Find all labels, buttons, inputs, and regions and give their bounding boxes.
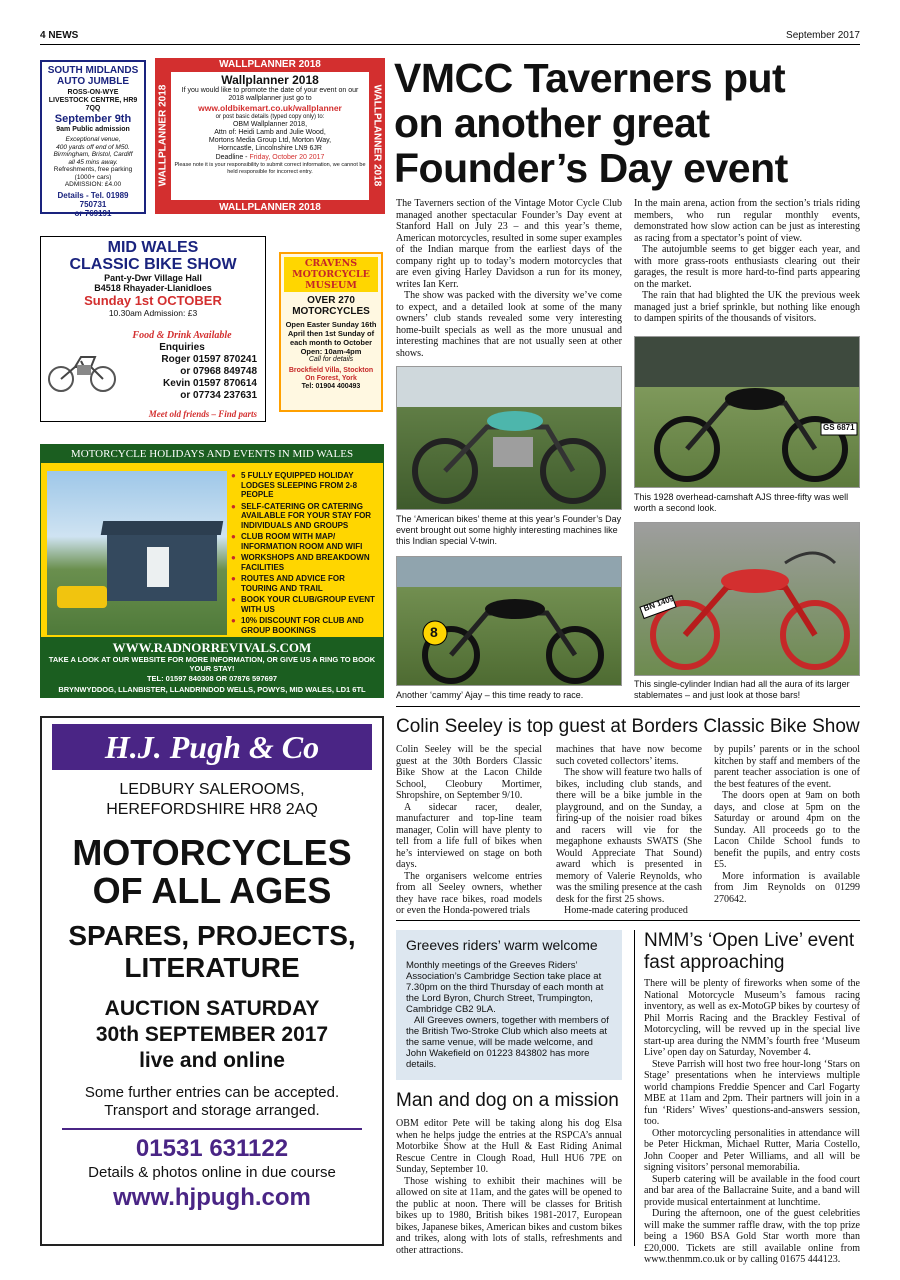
seeley-paragraph: Colin Seeley will be the special guest at the 30th Borders Classic Bike Show at the Lacon Childe School, Cleobury Mortimer, Shropshire, on September 9/10. bbox=[396, 744, 542, 801]
seeley-col1 bbox=[396, 744, 542, 917]
main-headline bbox=[394, 56, 864, 191]
sm-admission: ADMISSION: £4.00 bbox=[64, 181, 122, 188]
nmm-headline-line1: NMM’s ‘Open Live’ event bbox=[644, 930, 855, 951]
main-paragraph: The rain that had blighted the UK the previous week managed just a brief sprinkle, but nothing like enough to dampen spirits of the thousands of visitors. bbox=[634, 290, 860, 324]
main-col2 bbox=[634, 198, 860, 325]
holiday-lodge-photo bbox=[47, 471, 227, 635]
pugh-head2: OF ALL AGES bbox=[92, 870, 332, 911]
seeley-col3 bbox=[714, 744, 860, 905]
race-number: 8 bbox=[430, 624, 438, 640]
mid-wales-ad bbox=[40, 236, 266, 422]
wp-post: or post basic details (typed copy only) to: bbox=[215, 114, 325, 120]
sm-note: all 45 mins away. bbox=[68, 158, 118, 166]
radnor-addr: BRYNWYDDOG, LLANBISTER, LLANDRINDOD WELLS, POWYS, MID WALES, LD1 6TL bbox=[58, 685, 366, 694]
sm-details: Details - Tel. 01989 750731 bbox=[57, 190, 129, 209]
seeley-paragraph: Home-made catering produced bbox=[564, 905, 688, 916]
nmm-headline bbox=[644, 930, 860, 974]
seeley-paragraph: A sidecar racer, dealer, manufacturer and top-line team manager, Colin will have plenty to tell from a life full of bikes when he’s interviewed on stage on both days. bbox=[396, 801, 542, 870]
radnor-cta: TAKE A LOOK AT OUR WEBSITE FOR MORE INFORMATION, OR GIVE US A RING TO BOOK YOUR STAY! bbox=[48, 655, 376, 673]
man-dog-body bbox=[396, 1118, 622, 1256]
cravens-hours: Open: 10am-4pm bbox=[300, 347, 362, 356]
sm-notes-b bbox=[44, 166, 142, 189]
seeley-paragraph: The doors open at 9am on both days, and close at 5pm on the Saturday or around 4pm on the Sunday. All proceeds go to the Lacon Childe School funds to benefit the pupils, and entry costs £5. bbox=[714, 790, 860, 870]
wp-banner-top: WALLPLANNER 2018 bbox=[219, 59, 321, 70]
wp-url[interactable]: www.oldbikemart.co.uk/wallplanner bbox=[198, 103, 342, 113]
seeley-paragraph: by pupils’ parents or in the school kitchen by staff and members of the parent teacher association is one of the best features of the event. bbox=[714, 744, 860, 790]
page-label: 4 NEWS bbox=[40, 30, 79, 41]
headline-line1: VMCC Taverners put bbox=[394, 55, 786, 101]
ajay-photo bbox=[396, 556, 622, 686]
seeley-col2 bbox=[556, 744, 702, 917]
wp-addr3: Mortons Media Group Ltd, Morton Way, bbox=[208, 137, 332, 144]
radnor-bullet: ● WORKSHOPS AND BREAKDOWN FACILITIES bbox=[231, 553, 379, 572]
greeves-paragraph: Monthly meetings of the Greeves Riders’ Association’s Cambridge Section take place at 7.30pm on the third Thursday of each month at the Lord Byron, Church Street, Trumpington, Cambridge CB2 9LA. bbox=[406, 960, 604, 1015]
caption-indian-single: This single-cylinder Indian had all the aura of its larger stablemates – and just look at those bars! bbox=[634, 679, 850, 700]
radnor-ad bbox=[40, 444, 384, 698]
wp-intro: If you would like to promote the date of your event on our 2018 wallplanner just go to bbox=[181, 87, 359, 102]
pugh-ad bbox=[40, 716, 384, 1246]
headline-line2: on another great bbox=[394, 100, 710, 146]
pugh-venue2: HEREFORDSHIRE HR8 2AQ bbox=[106, 801, 318, 818]
nmm-headline-line2: fast approaching bbox=[644, 952, 785, 973]
mw-enquiries bbox=[107, 330, 257, 402]
radnor-banner: MOTORCYCLE HOLIDAYS AND EVENTS IN MID WALES bbox=[41, 445, 383, 463]
radnor-bullet: ● SELF-CATERING OR CATERING AVAILABLE FOR YOUR STAY FOR INDIVIDUALS AND GROUPS bbox=[231, 502, 379, 531]
sm-venue: ROSS-ON-WYE bbox=[67, 89, 119, 96]
indian-vtwin-photo bbox=[396, 366, 622, 510]
wp-addr1: OBM Wallplanner 2018, bbox=[232, 121, 308, 128]
main-paragraph: The Taverners section of the Vintage Motor Cycle Club managed another spectacular Founder’s Day event at Stanford Hall on July 23 – and this year’s theme, American motorcycles, resulted in some super examples of the Indian marque from the earliest days of the company right up to today’s modern motorcycles that are even giving Harley Davidson a run for its money, writes Ian Kerr. bbox=[396, 198, 622, 290]
seeley-rule bbox=[396, 706, 860, 707]
sm-notes bbox=[44, 136, 142, 166]
wp-banner-right: WALLPLANNER 2018 bbox=[371, 84, 383, 187]
ajay-race-motorcycle-icon bbox=[397, 557, 622, 686]
wp-disclaimer: Please note it is your responsibility to submit correct information, we cannot be held responsible for incorrect entry. bbox=[174, 162, 366, 175]
ajs-motorcycle-icon bbox=[635, 337, 860, 488]
nmm-body bbox=[644, 978, 860, 1266]
greeves-body bbox=[406, 960, 612, 1070]
seeley-headline: Colin Seeley is top guest at Borders Classic Bike Show bbox=[396, 716, 860, 737]
pugh-head3: SPARES, PROJECTS, bbox=[68, 920, 356, 951]
radnor-url[interactable]: WWW.RADNORREVIVALS.COM bbox=[112, 640, 312, 655]
radnor-footer bbox=[41, 637, 383, 697]
pugh-further1: Some further entries can be accepted. bbox=[84, 1084, 340, 1101]
pugh-further2: Transport and storage arranged. bbox=[104, 1102, 320, 1119]
wp-addr4: Horncastle, Lincolnshire LN9 6JR bbox=[218, 145, 322, 152]
parked-bikes bbox=[57, 586, 107, 608]
cravens-tel: Tel: 01904 400493 bbox=[301, 383, 361, 390]
caption-ajay: Another ‘cammy’ Ajay – this time ready to race. bbox=[396, 690, 584, 700]
issue-date: September 2017 bbox=[786, 30, 860, 41]
cravens-open: Open Easter Sunday 16th April then 1st Sunday of each month to October bbox=[285, 320, 377, 347]
radnor-bullet: ● CLUB ROOM WITH MAP/ INFORMATION ROOM AND WIFI bbox=[231, 532, 379, 551]
wp-inner bbox=[171, 72, 369, 200]
mw-roger: Roger 01597 870241 bbox=[161, 354, 257, 365]
main-paragraph: The show was packed with the diversity we’ve come to expect, and a detailed look at some of the many owners’ club stands revealed some very interesting home-built specials as well as the more unusual and interesting machines that are not usually seen at other shows. bbox=[396, 290, 622, 359]
sm-note: (1000+ cars) bbox=[74, 173, 112, 181]
sm-note: Refreshments, free parking bbox=[53, 166, 133, 173]
nmm-paragraph: During the afternoon, one of the guest celebrities will make the summer raffle draw, with the top prize being a 1960 BSA Gold Star worth more than £20,000. Tickets are still available online from www.thenmm.co.uk or by calling 01675 444123. bbox=[644, 1208, 860, 1265]
main-col1 bbox=[396, 198, 622, 359]
cravens-over: OVER 270 MOTORCYCLES bbox=[292, 295, 370, 317]
greeves-box bbox=[396, 930, 622, 1080]
mw-enq: Enquiries bbox=[159, 342, 205, 353]
cravens-addr: Brockfield Villa, Stockton On Forest, York bbox=[288, 367, 374, 382]
mw-venue2: B4518 Rhayader-Llanidloes bbox=[94, 283, 212, 293]
nmm-paragraph: Steve Parrish will host two free hour-long ‘Stars on Stage’ presentations when he interviews multiple world champions Freddie Spencer and Carl Fogarty MBE at 11am and 2pm. Their partners will join in a fun ‘Riders’ Wives’ questions-and-answers session, too. bbox=[644, 1058, 860, 1127]
nmm-paragraph: Other motorcycling personalities in attendance will be Peter Hickman, Michael Rutter, Maria Costello, John Cooper and Peter Williams, and all will be signing visitors’ personal memorabilia. bbox=[644, 1127, 860, 1173]
man-dog-headline: Man and dog on a mission bbox=[396, 1090, 619, 1111]
lodge-door bbox=[147, 547, 169, 587]
wp-banner-left: WALLPLANNER 2018 bbox=[157, 84, 169, 187]
pugh-url[interactable]: www.hjpugh.com bbox=[113, 1184, 311, 1211]
indian-vtwin-motorcycle-icon bbox=[397, 367, 622, 510]
radnor-bullets bbox=[231, 471, 379, 637]
pugh-auction2: 30th SEPTEMBER 2017 bbox=[95, 1023, 329, 1046]
pugh-phone[interactable]: 01531 631122 bbox=[135, 1135, 289, 1162]
cravens-title: CRAVENS MOTORCYCLE MUSEUM bbox=[284, 257, 378, 292]
radnor-bullet: ● BOOK YOUR CLUB/GROUP EVENT WITH US bbox=[231, 595, 379, 614]
pugh-venue1: LEDBURY SALEROOMS, bbox=[119, 781, 305, 798]
wp-deadline-row bbox=[174, 153, 366, 162]
pugh-auction1: AUCTION SATURDAY bbox=[104, 997, 320, 1020]
radnor-tel: TEL: 01597 840308 OR 07876 597697 bbox=[146, 674, 278, 683]
radnor-bullet: ● 5 FULLY EQUIPPED HOLIDAY LODGES SLEEPING FROM 2-8 PEOPLE bbox=[231, 471, 379, 500]
headline-line3: Founder’s Day event bbox=[394, 145, 788, 191]
pugh-head1: MOTORCYCLES bbox=[72, 832, 352, 873]
sm-venue2: LIVESTOCK CENTRE, HR9 7QQ bbox=[48, 97, 138, 112]
mw-kevin2: or 07734 237631 bbox=[180, 390, 257, 401]
lodge-roof bbox=[101, 521, 223, 535]
pugh-auction3: live and online bbox=[139, 1049, 285, 1072]
wp-banner-bottom: WALLPLANNER 2018 bbox=[219, 202, 321, 213]
wp-deadline: Friday, October 20 2017 bbox=[249, 154, 325, 161]
pugh-divider bbox=[62, 1128, 362, 1130]
indian-single-photo bbox=[634, 522, 860, 676]
man-dog-paragraph: Those wishing to exhibit their machines will be allowed on site at 11am, and the gates will be opened to the public at noon. There will be classes for British bikes up to 1980, British bikes 1981-2017, European bikes, Japanese bikes, American bikes and custom bikes and trikes, along with lots of stalls, refreshments and other attractions. bbox=[396, 1175, 622, 1256]
mw-food: Food & Drink Available bbox=[132, 330, 232, 341]
cravens-ad bbox=[279, 252, 383, 412]
nmm-paragraph: There will be plenty of fireworks when some of the National Motorcycle Museum’s famous racing inventory, as well as ex-MotoGP bikes by courtesy of Phil Morris Racing and the Brackley Festival of Motorcycling, will be revved up in the special live start-up area during the NMM’s fourth free ‘Museum Live’ open day on Saturday, November 4. bbox=[644, 978, 860, 1058]
mw-kevin: Kevin 01597 870614 bbox=[163, 378, 257, 389]
mw-venue: Pant-y-Dwr Village Hall bbox=[104, 273, 202, 283]
ajs-plate: GS 6871 bbox=[823, 423, 855, 432]
seeley-bottom-rule bbox=[396, 920, 860, 921]
sm-title2: AUTO JUMBLE bbox=[56, 76, 130, 87]
caption-ajs: This 1928 overhead-camshaft AJS three-fifty was well worth a second look. bbox=[634, 492, 849, 513]
sm-note: 400 yards off end of M50. bbox=[56, 143, 130, 151]
mw-title1: MID WALES bbox=[107, 239, 199, 256]
mw-title2: CLASSIC BIKE SHOW bbox=[69, 256, 237, 273]
nmm-paragraph: Superb catering will be available in the food court and bar area of the Ballacraine Suite, and a band will provide musical entertainment at lunchtime. bbox=[644, 1173, 860, 1208]
caption-indian-vtwin: The ‘American bikes’ theme at this year’s Founder’s Day event brought out some highly interesting machines like this Indian special V-twin. bbox=[396, 514, 622, 546]
radnor-bullet: ● ROUTES AND ADVICE FOR TOURING AND TRAIL bbox=[231, 574, 379, 593]
greeves-paragraph: All Greeves owners, together with members of the British Two-Stroke Club which also meets at the same venue, will be made welcome, and John Wakefield on 01223 843802 has more details. bbox=[406, 1015, 609, 1070]
pugh-brand: H.J. Pugh & Co bbox=[52, 724, 372, 770]
sm-time: 9am Public admission bbox=[56, 126, 130, 133]
sm-details2: or 769191 bbox=[74, 208, 112, 218]
cravens-call: Call for details bbox=[308, 356, 354, 363]
wp-deadline-label: Deadline - bbox=[215, 154, 250, 161]
sm-date: September 9th bbox=[54, 113, 132, 125]
seeley-paragraph: More information is available from Jim Reynolds on 01299 270642. bbox=[714, 870, 860, 905]
seeley-paragraph: The show will feature two halls of bikes, including club stands, and there will be a bike jumble in the playground, and on the Sunday, a firing-up of the noisier road bikes and racers will vie for the megaphone exhausts SWATS (She Would Appreciate That Sound) award which is presented in memory of Valerie Reynolds, who was the smiling presence at the cash desk for the first 25 shows. bbox=[556, 767, 702, 905]
mw-roger2: or 07968 849748 bbox=[180, 366, 257, 377]
header-rule bbox=[40, 44, 860, 45]
radnor-bullet: ● 10% DISCOUNT FOR CLUB AND GROUP BOOKINGS bbox=[231, 616, 379, 635]
pugh-details: Details & photos online in due course bbox=[88, 1164, 336, 1181]
mw-tag: Meet old friends – Find parts bbox=[148, 409, 257, 419]
main-paragraph: In the main arena, action from the section’s trials riding members, who run regular monthly events, demonstrated how slow action can be just as interesting as racing from a spectator’s point of view. bbox=[634, 198, 860, 244]
wp-addr2: Attn of: Heidi Lamb and Julie Wood, bbox=[214, 129, 326, 136]
pugh-head4: LITERATURE bbox=[124, 952, 300, 983]
south-midlands-ad bbox=[40, 60, 146, 218]
sm-note: Birmingham, Bristol, Cardiff bbox=[53, 151, 133, 158]
seeley-paragraph: machines that have now become such coveted collectors’ items. bbox=[556, 744, 702, 767]
wallplanner-ad bbox=[155, 58, 385, 214]
sm-title1: SOUTH MIDLANDS bbox=[47, 65, 139, 76]
man-dog-paragraph: OBM editor Pete will be taking along his dog Elsa when he helps judge the entries at the RSPCA’s annual Motorbike Show at the Hull & East Riding Animal Rescue Centre in Clough Road, Hull HU6 7PE on Sunday, September 10. bbox=[396, 1118, 622, 1175]
wp-title: Wallplanner 2018 bbox=[221, 73, 319, 87]
greeves-headline: Greeves riders’ warm welcome bbox=[406, 937, 598, 953]
mw-date: Sunday 1st OCTOBER bbox=[84, 293, 222, 308]
mw-admission: 10.30am Admission: £3 bbox=[108, 308, 198, 318]
nmm-divider bbox=[634, 930, 635, 1246]
main-paragraph: The autojumble seems to get bigger each year, and with more grass-roots enthusiasts clearing out their garages, the result is more hard-to-find parts appearing on the market. bbox=[634, 244, 860, 290]
indian-plate: BN 1409 bbox=[642, 593, 676, 614]
seeley-paragraph: The organisers welcome entries from all Seeley owners, whether they have race bikes, road models or even the Honda-powered trials bbox=[396, 870, 542, 916]
sm-note: Exceptional venue, bbox=[65, 136, 121, 143]
ajs-photo bbox=[634, 336, 860, 488]
